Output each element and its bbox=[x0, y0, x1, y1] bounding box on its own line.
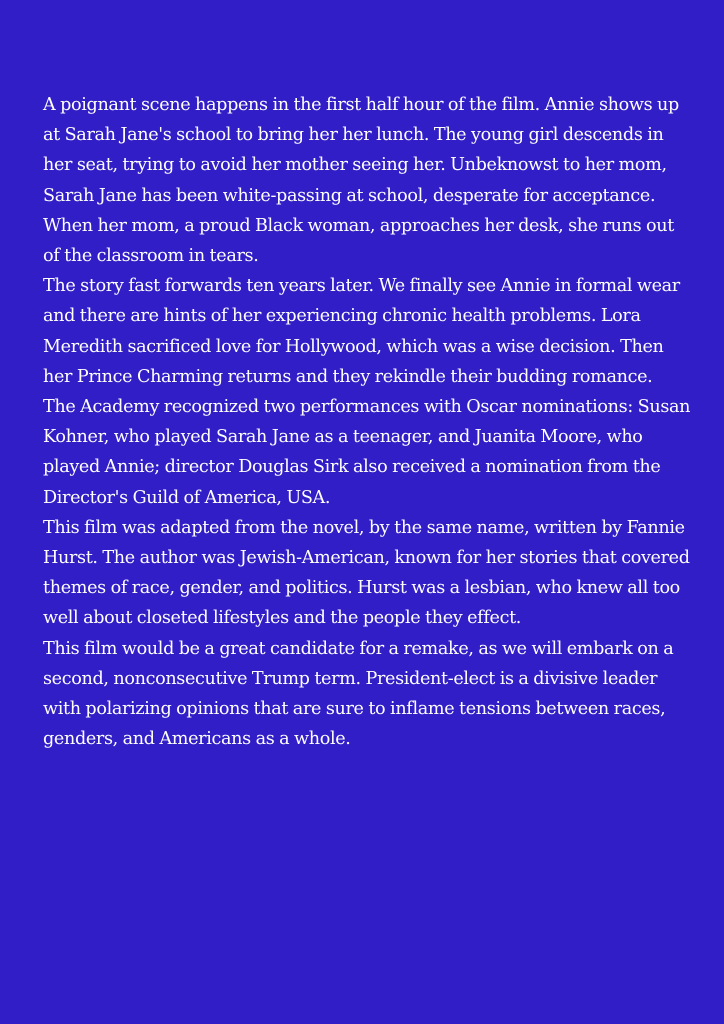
paragraph-ten-years-later: The story fast forwards ten years later. We finally see Annie in formal wear and there are hints of her experiencing chronic health problems. Lora Meredith sacrificed love for Hollywood, which was a wise decision. Then her Prince Charming returns and they rekindle their budding romance. bbox=[43, 276, 680, 387]
paragraph-classroom-scene: A poignant scene happens in the first half hour of the film. Annie shows up at Sarah Jane's school to bring her her lunch. The young girl descends in her seat, trying to avoid her mother seeing her. Unbeknowst to her mom, Sarah Jane has been white-passing at school, desperate for acceptance. When her mom, a proud Black woman, approaches her desk, she runs out of the classroom in tears. bbox=[43, 95, 679, 267]
paragraph-oscar-nominations: The Academy recognized two performances with Oscar nominations: Susan Kohner, who played Sarah Jane as a teenager, and Juanita Moore, who played Annie; director Douglas Sirk also received a nomination from the Director's Guild of America, USA. bbox=[43, 397, 691, 508]
paragraph-remake-candidate: This film would be a great candidate for a remake, as we will embark on a second, nonconsecutive Trump term. President-elect is a divisive leader with polarizing opinions that are sure to inflame tensions between races, genders, and Americans as a whole. bbox=[43, 638, 674, 750]
article-body bbox=[43, 90, 693, 754]
paragraph-novel-adaptation: This film was adapted from the novel, by the same name, written by Fannie Hurst. The author was Jewish-American, known for her stories that covered themes of race, gender, and politics. Hurst was a lesbian, who knew all too well about closeted lifestyles and the people they effect. bbox=[43, 517, 690, 629]
